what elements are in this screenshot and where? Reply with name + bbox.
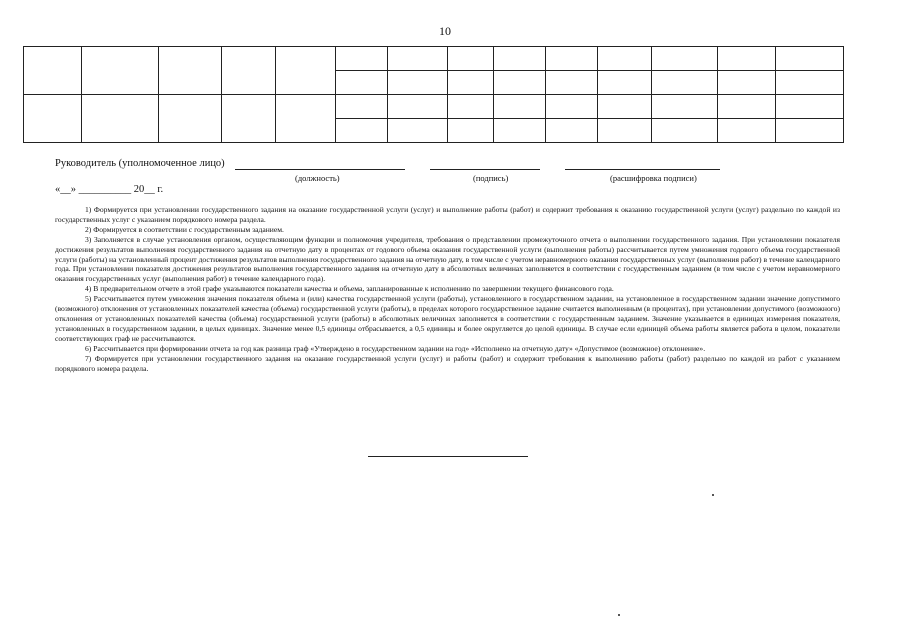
table-cell	[388, 47, 448, 71]
table-cell	[222, 95, 276, 143]
table-cell	[336, 71, 388, 95]
table-cell	[448, 119, 494, 143]
position-line	[235, 169, 405, 170]
table-cell	[336, 119, 388, 143]
table-cell	[546, 119, 598, 143]
signature-line	[430, 169, 540, 170]
table-cell	[776, 119, 844, 143]
footnote-2: 2) Формируется в соответствии с государственным заданием.	[85, 224, 284, 234]
table-cell	[82, 95, 159, 143]
table-cell	[448, 47, 494, 71]
table-cell	[159, 47, 222, 95]
table-cell	[494, 47, 546, 71]
table-cell	[336, 95, 388, 119]
signature-label: Руководитель (уполномоченное лицо)	[55, 158, 225, 169]
end-separator-line	[368, 456, 528, 457]
table-cell	[598, 47, 652, 71]
table-cell	[546, 95, 598, 119]
table-cell	[598, 95, 652, 119]
footnotes	[55, 205, 840, 373]
table-cell	[24, 47, 82, 95]
table-cell	[718, 47, 776, 71]
page-number: 10	[439, 24, 451, 38]
name-caption: (расшифровка подписи)	[610, 173, 697, 183]
table-cell	[448, 95, 494, 119]
table-cell	[718, 119, 776, 143]
table-cell	[336, 47, 388, 71]
scan-speck	[712, 494, 714, 496]
table-cell	[24, 95, 82, 143]
table-cell	[494, 119, 546, 143]
table-cell	[718, 95, 776, 119]
table-cell	[388, 95, 448, 119]
table-cell	[494, 71, 546, 95]
table-cell	[598, 119, 652, 143]
table-cell	[546, 71, 598, 95]
signature-caption: (подпись)	[473, 173, 509, 183]
table-cell	[388, 71, 448, 95]
footnote-3: 3) Заполняется в случае установления органом, осуществляющим функции и полномочия учредителя, требования о представлении промежуточного отчета о выполнении государственного задания. При установлении показателя достижения результатов выполнения государственного задания на отчетную дату в процентах от годового объема оказания государственной услуги (выполнения работы) рассчитывается путем умножения годового объема государственной услуги (работы) на установленный процент достижения результатов выполнения государственного задания на отчетную дату, в том числе с учетом неравномерного оказания государственных услуг (выполнения работ) в течение календарного года. При установлении показателя достижения результатов выполнения государственного задания на отчетную дату в абсолютных величинах заполняется в соответствии с государственным заданием (в том числе с учетом неравномерного оказания государственных услуг (выполнения работ) в течение календарного года).	[55, 234, 840, 284]
table-cell	[276, 95, 336, 143]
footnote-7: 7) Формируется при установлении государственного задания на оказание государственной услуги (услуг) и работы (работ) и содержит требования к выполнению работы (работ) раздельно по каждой из работ с указанием порядкового номера раздела.	[55, 353, 840, 373]
table-cell	[276, 47, 336, 95]
table-cell	[776, 47, 844, 71]
position-caption: (должность)	[295, 173, 340, 183]
table-cell	[159, 95, 222, 143]
table-cell	[388, 119, 448, 143]
table-cell	[82, 47, 159, 95]
table-cell	[776, 71, 844, 95]
report-table	[23, 46, 844, 143]
name-line	[565, 169, 720, 170]
table-cell	[718, 71, 776, 95]
table-cell	[652, 119, 718, 143]
table-cell	[652, 47, 718, 71]
scan-speck	[618, 614, 620, 616]
table-cell	[652, 71, 718, 95]
footnote-4: 4) В предварительном отчете в этой графе указываются показатели качества и объема, запланированные к исполнению по завершении текущего финансового года.	[85, 284, 614, 294]
footnote-1: 1) Формируется при установлении государственного задания на оказание государственной услуги (услуг) и выполнение работы (работ) и содержит требования к оказанию государственной услуги (услуг) раздельно по каждой из государственных услуг с указанием порядкового номера раздела.	[55, 205, 840, 224]
footnote-6: 6) Рассчитывается при формировании отчета за год как разница граф «Утверждено в государственном задании на год» «Исполнено на отчетную дату» «Допустимое (возможное) отклонение».	[85, 343, 706, 353]
footnote-5: 5) Рассчитывается путем умножения значения показателя объема и (или) качества государственной услуги (работы), установленного в государственном задании, на установленное в государственном задании значение допустимого (возможного) отклонения от установленных показателей качества (объема) государственной услуги (работы), в пределах которого государственное задание считается выполненным (в процентах), при установлении допустимого (возможного) отклонения от установленных показателей качества (объема) государственной услуги (работы) в абсолютных величинах заполняется в соответствии с государственным заданием. Значение указывается в единицах измерения показателя, установленных в государственном задании, в целых единицах. Значение менее 0,5 единицы отбрасывается, а 0,5 единицы и более округляется до целой единицы. В случае если единицей объема работы является работа в целом, показатели соответствующих граф не рассчитываются.	[55, 294, 840, 343]
table-cell	[222, 47, 276, 95]
date-line: «__» __________ 20__ г.	[55, 184, 164, 195]
table-cell	[494, 95, 546, 119]
table-cell	[776, 95, 844, 119]
table-row	[24, 47, 844, 71]
table-cell	[598, 71, 652, 95]
table-cell	[448, 71, 494, 95]
table-row	[24, 95, 844, 119]
table-cell	[546, 47, 598, 71]
table-cell	[652, 95, 718, 119]
